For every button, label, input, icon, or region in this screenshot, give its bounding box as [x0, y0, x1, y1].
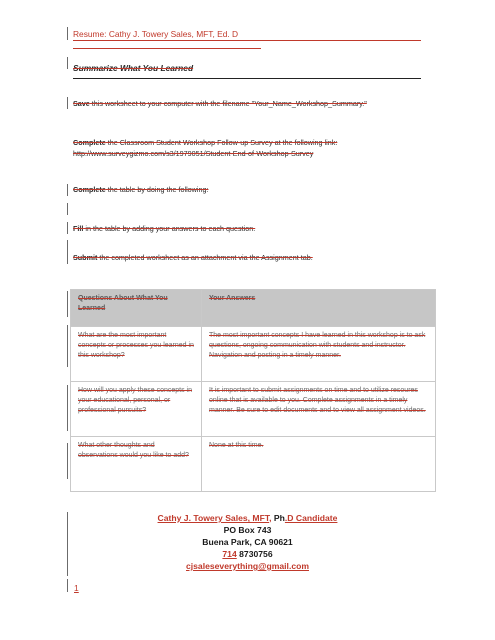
question-cell: What are the most important concepts or processes you learned in this workshop? — [71, 327, 202, 382]
instruction-verb: Fill — [73, 224, 84, 233]
contact-po-box: PO Box 743 — [223, 525, 272, 535]
change-bar — [67, 443, 68, 479]
change-bar — [67, 291, 68, 317]
contact-name-suffix: .D Candidate — [284, 513, 338, 523]
instruction-submit — [73, 252, 313, 263]
instruction-text: the Classroom Student Workshop Follow-up Survey at the following link: — [105, 138, 338, 147]
contact-phone-number: 8730756 — [236, 549, 273, 559]
instruction-save — [73, 98, 367, 109]
section-title-line — [73, 58, 421, 79]
instruction-text: the completed worksheet as an attachment via the Assignment tab. — [97, 253, 313, 262]
contact-name-sep: , — [269, 513, 274, 523]
survey-link[interactable]: http://www.surveygizmo.com/s3/1979051/Student-End-of-Workshop-Survey — [73, 149, 314, 158]
answer-cell[interactable]: The most important concepts I have learned in this workshop is to ask questions, ongoing communication with students and instructor. Navigation and posting in a timely manner. — [202, 327, 436, 382]
change-bar — [67, 184, 68, 196]
answer-cell[interactable]: It is important to submit assignments on time and to utilize resoures online that is available to you. Complete assignments in a timely manner. Be sure to edit documents and to view all assignment videos. — [202, 382, 436, 437]
instruction-complete-table — [73, 184, 208, 195]
contact-area-code: 714 — [222, 549, 237, 559]
running-header: Resume: Cathy J. Towery Sales, MFT, Ed. D — [73, 29, 421, 41]
instruction-verb: Submit — [73, 253, 98, 262]
table-row — [71, 437, 436, 492]
contact-email-link[interactable]: cjsaleseverything@gmail.com — [185, 561, 309, 571]
contact-email[interactable] — [0, 560, 495, 572]
table-header-row — [71, 290, 436, 327]
change-bar — [67, 222, 68, 234]
instruction-text: in the table by adding your answers to each question. — [83, 224, 256, 233]
instruction-text: this worksheet to your computer with the filename "Your_Name_Workshop_Summary." — [89, 99, 367, 108]
answer-cell[interactable]: None at this time. — [202, 437, 436, 492]
header-rule — [73, 48, 261, 49]
table-row — [71, 327, 436, 382]
change-bar — [67, 579, 68, 592]
page-number: 1 — [74, 583, 79, 593]
instruction-verb: Complete — [73, 138, 106, 147]
change-bar — [67, 240, 68, 264]
instruction-verb: Complete — [73, 185, 106, 194]
question-cell: How will you apply these concepts in your educational, personal, or professional pursuits? — [71, 382, 202, 437]
change-bar — [67, 385, 68, 431]
change-bar — [67, 27, 68, 40]
contact-phone — [0, 548, 495, 560]
contact-city: Buena Park, CA 90621 — [202, 537, 293, 547]
change-bar — [67, 57, 68, 69]
section-title: Summarize What You Learned — [73, 63, 194, 73]
contact-name — [0, 512, 495, 524]
column-header-questions: Questions About What You Learned — [71, 290, 202, 327]
contact-name-ph: Ph — [273, 513, 285, 523]
change-bar — [67, 203, 68, 215]
instruction-verb: Save — [73, 99, 90, 108]
table-row — [71, 382, 436, 437]
instruction-survey — [73, 137, 337, 159]
column-header-answers: Your Answers — [202, 290, 436, 327]
instruction-text: the table by doing the following: — [105, 185, 209, 194]
change-bar — [67, 325, 68, 367]
instruction-fill — [73, 223, 255, 234]
contact-name-main: Cathy J. Towery Sales, MFT — [157, 513, 270, 523]
question-cell: What other thoughts and observations would you like to add? — [71, 437, 202, 492]
reflection-table — [70, 289, 436, 492]
change-bar — [67, 97, 68, 109]
